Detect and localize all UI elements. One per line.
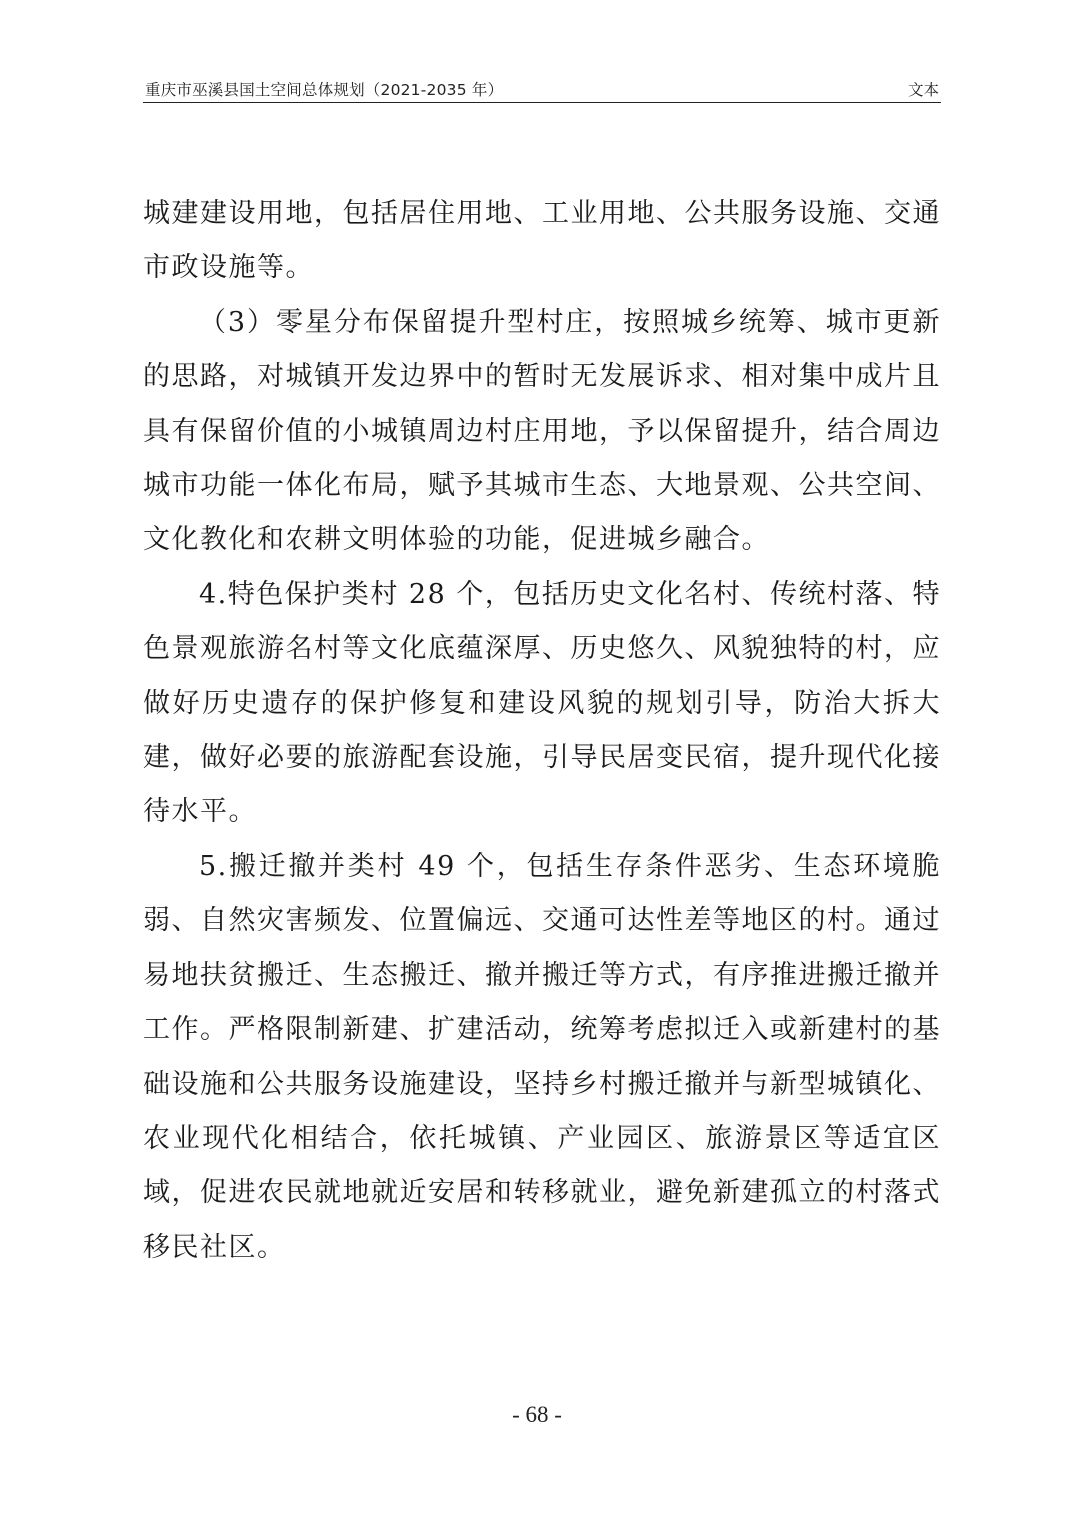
paragraph-scattered-villages: （3）零星分布保留提升型村庄，按照城乡统筹、城市更新的思路，对城镇开发边界中的暂时无发展诉求、相对集中成片且具有保留价值的小城镇周边村庄用地，予以保留提升，结合周边城市功能一体化布局，赋予其城市生态、大地景观、公共空间、文化教化和农耕文明体验的功能，促进城乡融合。: [143, 306, 941, 556]
document-type-label: 文本: [907, 81, 939, 99]
page-body: [143, 187, 941, 1275]
page-number: - 68 -: [512, 1402, 562, 1427]
paragraph-continued: 城建建设用地，包括居住用地、工业用地、公共服务设施、交通市政设施等。: [143, 198, 941, 284]
page-header: [143, 78, 941, 103]
paragraph-relocation-villages: 5.搬迁撤并类村 49 个，包括生存条件恶劣、生态环境脆弱、自然灾害频发、位置偏远、交通可达性差等地区的村。通过易地扶贫搬迁、生态搬迁、撤并搬迁等方式，有序推进搬迁撤并工作。严格限制新建、扩建活动，统筹考虑拟迁入或新建村的基础设施和公共服务设施建设，坚持乡村搬迁撤并与新型城镇化、农业现代化相结合，依托城镇、产业园区、旅游景区等适宜区域，促进农民就地就近安居和转移就业，避免新建孤立的村落式移民社区。: [143, 850, 941, 1263]
paragraph-feature-protection-villages: 4.特色保护类村 28 个，包括历史文化名村、传统村落、特色景观旅游名村等文化底蕴深厚、历史悠久、风貌独特的村，应做好历史遗存的保护修复和建设风貌的规划引导，防治大拆大建，做好必要的旅游配套设施，引导民居变民宿，提升现代化接待水平。: [143, 578, 941, 828]
document-title: 重庆市巫溪县国土空间总体规划（2021-2035 年）: [145, 81, 504, 99]
